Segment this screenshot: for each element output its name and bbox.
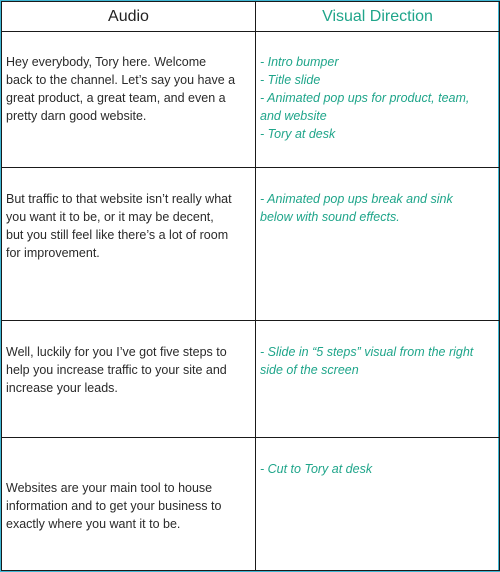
table-row: [2, 32, 500, 168]
visual-cell: [256, 32, 500, 168]
visual-cell: [256, 168, 500, 321]
table-row: [2, 168, 500, 321]
visual-line: - Intro bumper: [260, 55, 339, 69]
visual-line: - Animated pop ups for product, team,: [260, 91, 470, 105]
audio-line: Well, luckily for you I’ve got five steps to: [6, 345, 227, 359]
header-row: [2, 2, 500, 32]
visual-line: and website: [260, 109, 327, 123]
audio-cell: [2, 32, 256, 168]
audio-line: Hey everybody, Tory here. Welcome: [6, 55, 207, 69]
visual-cell: [256, 438, 500, 571]
audio-line: but you still feel like there’s a lot of room: [6, 228, 229, 242]
audio-line: for improvement.: [6, 246, 100, 260]
table-row: [2, 321, 500, 438]
visual-line: - Animated pop ups break and sink: [260, 192, 453, 206]
audio-cell: [2, 168, 256, 321]
audio-line: pretty darn good website.: [6, 109, 147, 123]
audio-line: But traffic to that website isn’t really what: [6, 192, 232, 206]
audio-line: information and to get your business to: [6, 499, 222, 513]
visual-line: - Slide in “5 steps” visual from the right: [260, 345, 474, 359]
audio-line: help you increase traffic to your site and: [6, 363, 227, 377]
audio-cell: [2, 321, 256, 438]
visual-line: side of the screen: [260, 363, 359, 377]
audio-line: back to the channel. Let’s say you have a: [6, 73, 236, 87]
visual-line: below with sound effects.: [260, 210, 400, 224]
audio-cell: [2, 438, 256, 571]
audio-line: exactly where you want it to be.: [6, 517, 181, 531]
visual-line: - Cut to Tory at desk: [260, 462, 373, 476]
audio-line: you want it to be, or it may be decent,: [6, 210, 214, 224]
visual-line: - Title slide: [260, 73, 321, 87]
table-row: [2, 438, 500, 571]
audio-column-header: Audio: [2, 2, 256, 32]
visual-line: - Tory at desk: [260, 127, 336, 141]
visual-direction-column-header: Visual Direction: [256, 2, 500, 32]
visual-cell: [256, 321, 500, 438]
script-table: [1, 1, 500, 571]
audio-line: increase your leads.: [6, 381, 118, 395]
audio-line: Websites are your main tool to house: [6, 481, 213, 495]
audio-line: great product, a great team, and even a: [6, 91, 226, 105]
